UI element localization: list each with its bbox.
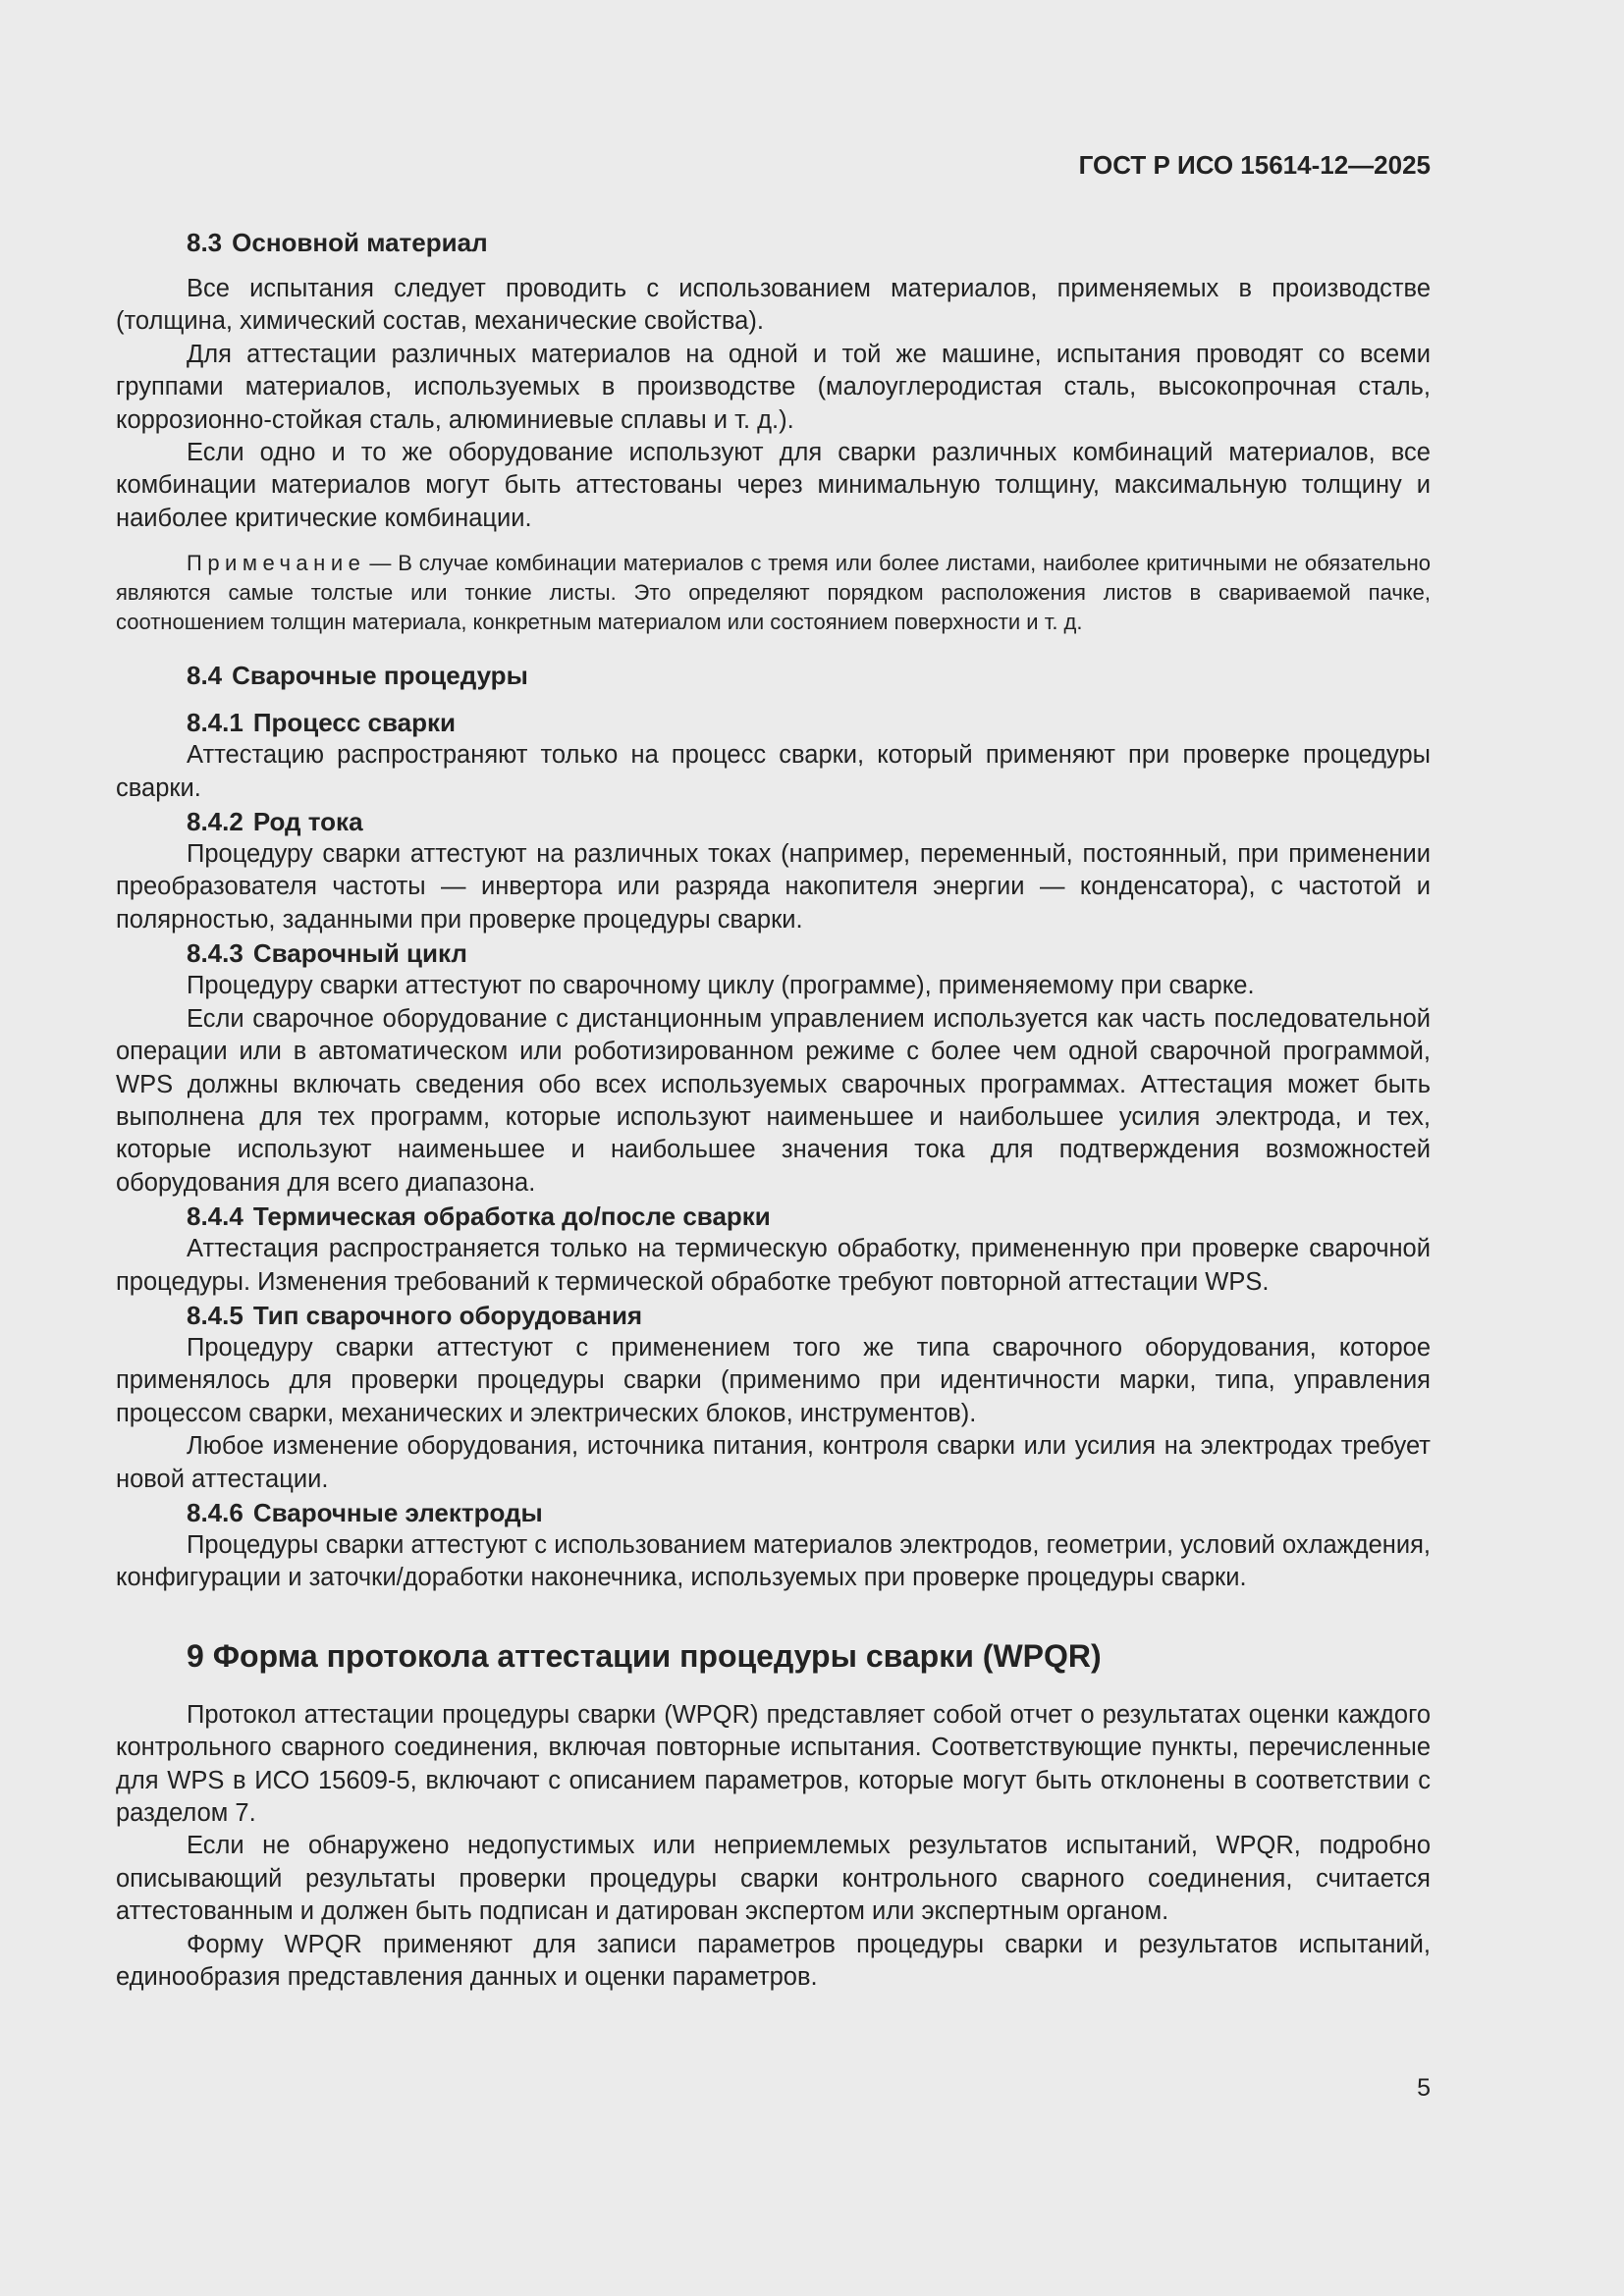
section-8-4-2-heading xyxy=(116,805,1431,838)
section-title: Сварочные электроды xyxy=(252,1497,543,1527)
section-title: Основной материал xyxy=(232,228,488,257)
section-number: 8.4 xyxy=(187,661,223,691)
paragraph: Форму WPQR применяют для записи параметров процедуры сварки и результатов испытаний, единообразия представления данных и оценки параметров. xyxy=(116,1930,1431,1992)
paragraph: Аттестация распространяется только на термическую обработку, примененную при проверке сварочной процедуры. Изменения требований к термической обработке требуют повторной аттестации WPS. xyxy=(116,1235,1431,1296)
paragraph: Любое изменение оборудования, источника питания, контроля сварки или усилия на электродах требует новой аттестации. xyxy=(116,1432,1431,1493)
section-title: Сварочный цикл xyxy=(252,938,467,969)
section-8-4-5-heading xyxy=(116,1299,1431,1332)
section-number: 8.4.2 xyxy=(187,807,244,837)
section-8-4-4-heading xyxy=(116,1200,1431,1233)
document-code: ГОСТ Р ИСО 15614-12—2025 xyxy=(1078,150,1431,180)
document-page xyxy=(116,145,1431,1994)
paragraph: Все испытания следует проводить с использованием материалов, применяемых в производстве (толщина, химический состав, механические свойства). xyxy=(116,275,1431,336)
section-number: 8.4.1 xyxy=(187,708,244,738)
section-8-4-heading xyxy=(116,659,1431,692)
section-number: 8.4.6 xyxy=(187,1497,244,1527)
paragraph: Процедуру сварки аттестуют по сварочному циклу (программе), применяемому при сварке. xyxy=(187,972,1255,1000)
section-number: 8.3 xyxy=(187,228,223,257)
section-number: 8.4.4 xyxy=(187,1201,244,1232)
section-title: Тип сварочного оборудования xyxy=(252,1300,643,1330)
paragraph: Процедуры сварки аттестуют с использованием материалов электродов, геометрии, условий охлаждения, конфигурации и заточки/доработки наконечника, используемых при проверке процедуры сварки. xyxy=(116,1530,1431,1592)
page-number: 5 xyxy=(1417,2074,1431,2102)
section-title: Термическая обработка до/после сварки xyxy=(252,1201,771,1232)
section-8-3-heading xyxy=(116,226,1431,259)
section-number: 8.4.3 xyxy=(187,938,244,969)
paragraph: Если одно и то же оборудование используют для сварки различных комбинаций материалов, все комбинации материалов могут быть аттестованы через минимальную толщину, максимальную толщину и наиболее критические комбинации. xyxy=(116,439,1431,532)
section-8-4-1-heading xyxy=(116,706,1431,739)
section-title: Род тока xyxy=(252,807,363,837)
section-number: 8.4.5 xyxy=(187,1300,244,1330)
paragraph: Протокол аттестации процедуры сварки (WPQR) представляет собой отчет о результатах оценки каждого контрольного сварного соединения, включая повторные испытания. Соответствующие пункты, перечисленные для WPS в ИСО 15609-5, включают с описанием параметров, которые могут быть отклонены в соответствии с разделом 7. xyxy=(116,1700,1431,1827)
section-title: Сварочные процедуры xyxy=(232,661,528,691)
note xyxy=(116,549,1431,637)
paragraph: Аттестацию распространяют только на процесс сварки, который применяют при проверке процедуры сварки. xyxy=(116,741,1431,802)
note-label: Примечание xyxy=(187,551,366,576)
paragraph: Для аттестации различных материалов на одной и той же машине, испытания проводят со всеми группами материалов, используемых в производстве (малоуглеродистая сталь, высокопрочная сталь, коррозионно-стойкая сталь, алюминиевые сплавы и т. д.). xyxy=(116,340,1431,434)
paragraph: Если сварочное оборудование с дистанционным управлением используется как часть последовательной операции или в автоматическом или роботизированном режиме с более чем одной сварочной программой, WPS должны включать сведения обо всех используемых сварочных программах. Аттестация может быть выполнена для тех программ, которые используют наименьшее и наибольшее усилия электрода, и тех, которые используют наименьшее и наибольшее значения тока для подтверждения возможностей оборудования для всего диапазона. xyxy=(116,1004,1431,1197)
section-8-4-3-heading xyxy=(116,936,1431,970)
section-title: Процесс сварки xyxy=(252,708,456,738)
paragraph: Процедуру сварки аттестуют на различных токах (например, переменный, постоянный, при применении преобразователя частоты — инвертора или разряда накопителя энергии — конденсатора), с частотой и полярностью, заданными при проверке процедуры сварки. xyxy=(116,840,1431,934)
section-8-4-6-heading xyxy=(116,1496,1431,1529)
paragraph: Процедуру сварки аттестуют с применением того же типа сварочного оборудования, которое применялось для проверки процедуры сварки (применимо при идентичности марки, типа, управления процессом сварки, механических и электрических блоков, инструментов). xyxy=(116,1333,1431,1427)
note-text: — В случае комбинации материалов с тремя или более листами, наиболее критичными не обязательно являются самые толстые или тонкие листы. Это определяют порядком расположения листов в свариваемой пачке, соотношением толщин материала, конкретным материалом или состоянием поверхности и т. д. xyxy=(116,551,1431,635)
paragraph: Если не обнаружено недопустимых или неприемлемых результатов испытаний, WPQR, подробно описывающий результаты проверки процедуры сварки контрольного сварного соединения, считается аттестованным и должен быть подписан и датирован экспертом или экспертным органом. xyxy=(116,1832,1431,1926)
section-9-heading: 9 Форма протокола аттестации процедуры сварки (WPQR) xyxy=(187,1637,1102,1674)
